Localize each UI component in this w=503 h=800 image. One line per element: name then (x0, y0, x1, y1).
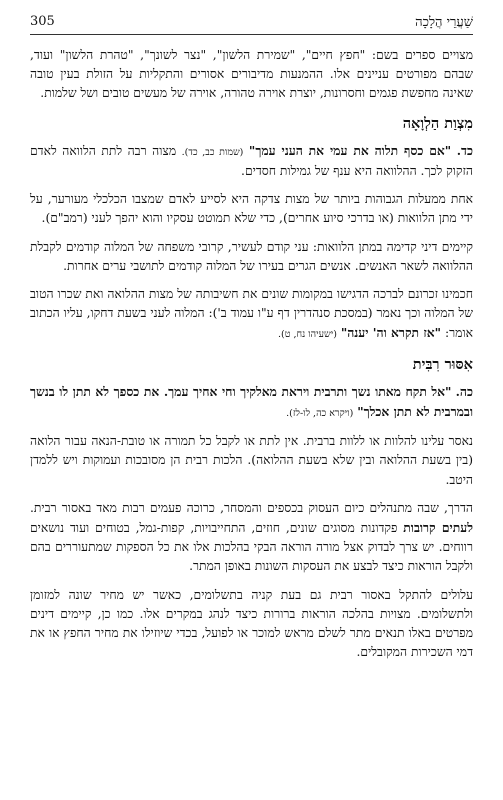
page-content (30, 46, 473, 792)
emphasis-text: לעתים קרובות (403, 520, 473, 536)
page-number: 305 (30, 14, 55, 29)
section-heading-interest: אִסּוּר רִבִּית (412, 355, 473, 373)
verse-quote: "אם כסף תלוה את עמי את העני עמך" (248, 142, 452, 158)
paragraph-sages (30, 285, 473, 345)
paragraph-priority: קיימים דיני קדימה במתן הלוואות: עני קודם לעשיר, קרובי משפחה של המלוה קודמים לקבלת ההלוואה לשאר האנשים. אנשים הגרים בעירו של המלוה קודמים לתושבי ערים אחרות. (30, 239, 473, 273)
paragraph-levels-of-charity: אחת ממעלות הגבוהות ביותר של מצות צדקה היא לסייע לאדם שמצבו הכלכלי מעורער, על ידי מתן הלוואות (או בדרכי סיוע אחרים), כדי שלא תמוטט עסקיו והוא יהפך לעני (רמב"ם). (30, 192, 473, 226)
page-header (30, 14, 473, 35)
paragraph-text: הדרך, שבה מתנהלים כיום העסוק בכספים והמסחר, כרוכה פעמים רבות מאד באסור רבית. (30, 500, 473, 515)
verse-source: (ישעיהו נח, ט). (277, 329, 337, 341)
paragraph-text: פקדונות מסוגים שונים, חוזים, התחייבויות, קפות-גמל, בטוחים ועוד נושאים רווחים. יש צרך לבדוק אצל מורה הוראה הבקי בהלכות אלו את כל הספקות שמתעוררים בהם ולקבל הוראות כיצד לבצע את העסקות השונות באופן המתר. (30, 521, 473, 574)
paragraph-text: חכמינו זכרונם לברכה הדגישו במקומות שונים את חשיבותה של מצות ההלואה ואת שכרו הטוב של המלוה וכך נאמר (במסכת סנהדרין דף ע"ו עמוד ב'): המלוה לעני בשעת דחקו, עליו הכתוב אומר: (30, 287, 473, 341)
verse-source: (ויקרא כה, לו-לז). (286, 408, 354, 420)
paragraph-prohibition: נאסר עלינו להלוות או ללוות ברבית. אין לתת או לקבל כל תמורה או טובת-הנאה עבור הלואה (בין בשעת ההלואה ובין שלא בשעת ההלואה). הלכות רבית הן מסובכות ועמוקות ויש ללמדן היטב. (30, 434, 473, 487)
running-head: שַׁעֲרֵי הֲלָכָה (415, 15, 473, 30)
paragraph-commerce (30, 499, 473, 577)
section-heading-loan: מִצְוַת הַלְוָאָה (402, 114, 473, 132)
paragraph-text: מצוה רבה לתת הלוואה לאדם הזקוק לכך. ההלוואה היא ענף של גמילות חסדים. (30, 143, 473, 179)
paragraph-number: כד. (456, 142, 473, 158)
verse-quote: "אז תקרא וה' יענה" (340, 325, 442, 341)
verse-source: (שמות כב, כד). (181, 146, 244, 158)
paragraph-installments: עלולים להתקל באסור רבית גם בעת קניה בתשלומים, כאשר יש מחיר שונה למזומן ולתשלומים. מצויות בהלכה הוראות ברורות כיצד לנהג במקרים אלו. כמו כן, קיימים דינים מפרטים באלו תנאים מתר לשלם מראש למוכר או לפועל, בכדי שיוזילו את מחיר החפץ או את דמי השכירות המקובלים. (30, 587, 473, 660)
paragraph-24 (30, 141, 473, 181)
verse-quote: "אל תקח מאתו נשך ותרבית ויראת מאלקיך וחי אחיך עמך. את כספך לא תתן לו בנשך ובמרבית לא תתן אכלך" (30, 383, 473, 420)
paragraph-25 (30, 382, 473, 423)
intro-paragraph: מצויים ספרים בשם: "חפץ חיים", "שמירת הלשון", "נצר לשונך", "טהרת הלשון" ועוד, שבהם מפורטים עניינים אלו. ההמנעות מדיבורים אסורים והתקליות על הזולת בעין טובה שאינה מחפשת פגמים וחסרונות, יוצרת אוירה טהורה, אוירה של מעשים טובים ושל שלמות. (30, 48, 473, 101)
paragraph-number: כה. (455, 383, 473, 399)
